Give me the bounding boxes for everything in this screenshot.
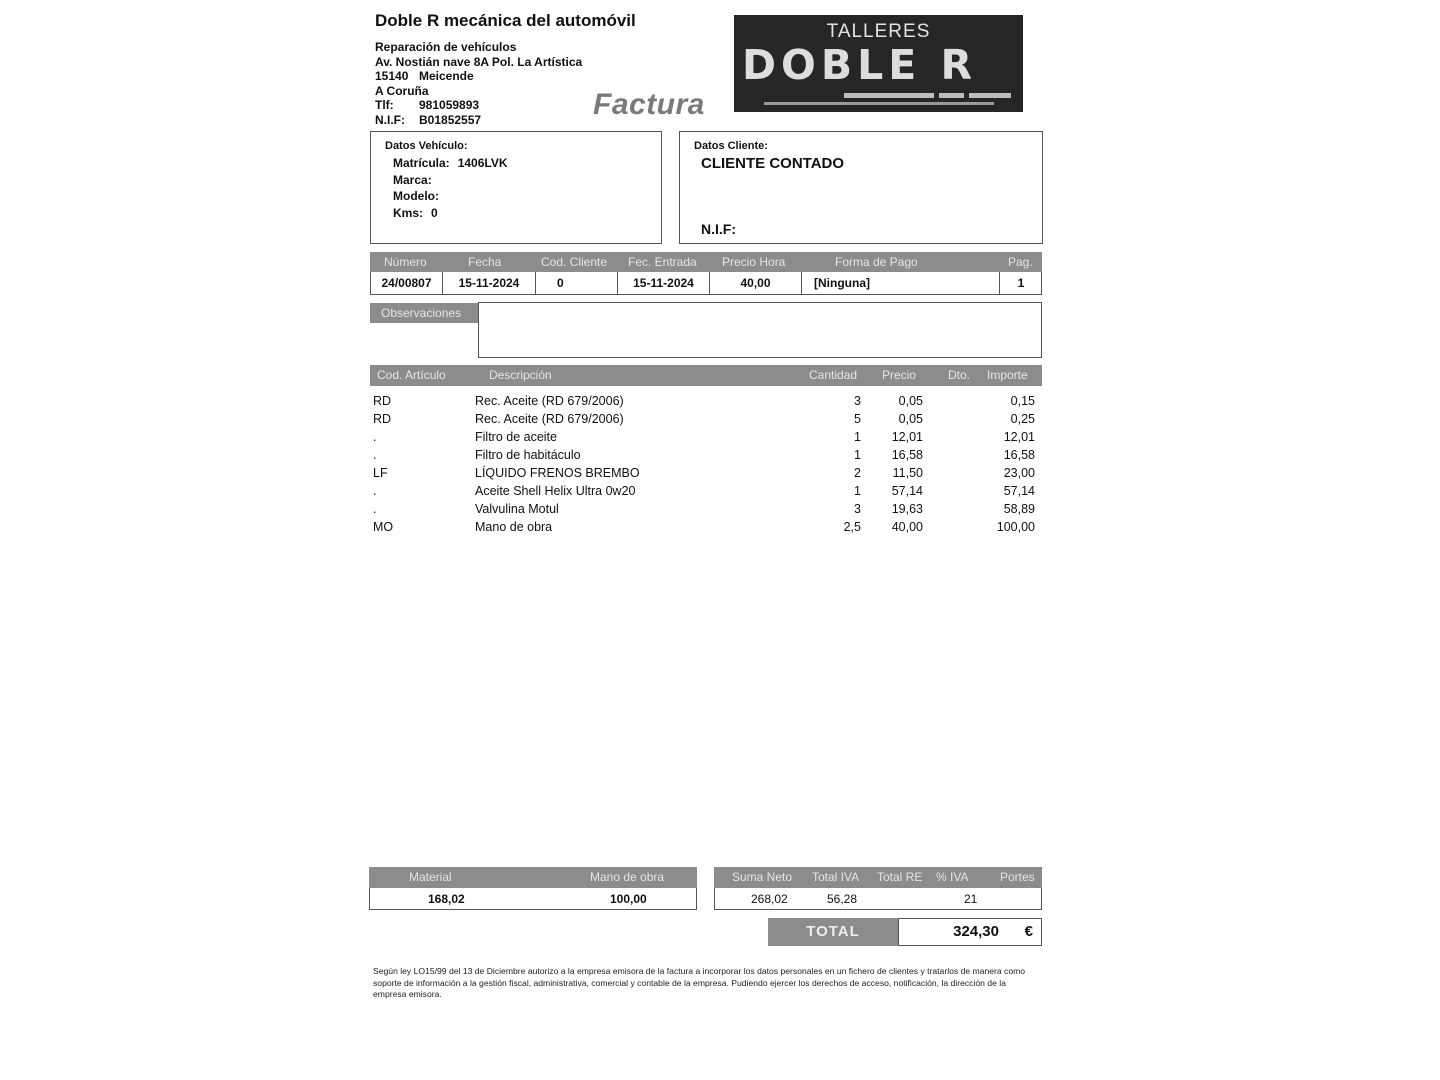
logo-stripe — [969, 93, 1011, 98]
observations-box — [478, 302, 1042, 358]
total-vat: 56,28 — [827, 892, 858, 906]
item-price: 40,00 — [891, 520, 923, 534]
vehicle-kms-row — [393, 206, 438, 220]
totals-right-values — [714, 888, 1042, 910]
item-amount: 12,01 — [1003, 430, 1035, 444]
invoice-date: 15-11-2024 — [443, 272, 536, 294]
company-nif-line — [375, 113, 582, 128]
item-description: Rec. Aceite (RD 679/2006) — [475, 412, 624, 426]
material-total: 168,02 — [428, 892, 465, 906]
header-page: Pag. — [1008, 255, 1033, 269]
items-header-amount: Importe — [987, 368, 1028, 382]
item-description: Filtro de habitáculo — [475, 448, 581, 462]
client-nif-label: N.I.F: — [701, 221, 736, 237]
logo-stripe — [844, 93, 934, 98]
items-list — [370, 392, 1042, 536]
item-code: . — [373, 502, 377, 516]
item-amount: 0,15 — [1010, 394, 1035, 408]
model-label: Modelo: — [393, 189, 439, 203]
company-postal-line — [375, 69, 582, 84]
item-code: MO — [373, 520, 394, 534]
item-quantity: 5 — [854, 412, 861, 426]
header-date: Fecha — [468, 255, 502, 269]
client-code: 0 — [536, 272, 618, 294]
item-code: RD — [373, 412, 392, 426]
logo-line2: DOBLE R — [742, 41, 978, 89]
client-name: CLIENTE CONTADO — [701, 155, 845, 172]
item-description: Valvulina Motul — [475, 502, 559, 516]
item-description: Mano de obra — [475, 520, 553, 534]
item-amount: 100,00 — [996, 520, 1035, 534]
item-code: RD — [373, 394, 392, 408]
items-header-discount: Dto. — [948, 368, 971, 382]
header-total-vat: Total IVA — [812, 870, 860, 884]
client-data-box — [679, 131, 1043, 244]
item-price: 19,63 — [891, 502, 923, 516]
item-description: Rec. Aceite (RD 679/2006) — [475, 394, 624, 408]
logo-line1: TALLERES — [826, 21, 931, 42]
totals-right-header — [714, 867, 1042, 888]
grand-total-box — [898, 918, 1042, 946]
vehicle-header: Datos Vehículo: — [385, 140, 468, 152]
header-number: Número — [384, 255, 427, 269]
legal-notice: Según ley LO15/99 del 13 de Diciembre autorizo a la empresa emisora de la factura a incorporar los datos personales en un fichero de clientes y tratarlos de manera como soporte de información a la gestión fiscal, administrativa, comercial y contable de la empresa. Pudiendo ejercer los derechos de acceso, notificación, la dirección de la empresa emisora. — [373, 966, 1026, 999]
vat-percent: 21 — [964, 892, 978, 906]
header-hour-price: Precio Hora — [722, 255, 786, 269]
observations-label — [370, 303, 478, 323]
company-name: Doble R mecánica del automóvil — [375, 11, 636, 30]
item-price: 0,05 — [898, 412, 923, 426]
items-header-description: Descripción — [489, 368, 552, 382]
company-phone-label: Tlf: — [375, 98, 394, 112]
item-amount: 23,00 — [1003, 466, 1035, 480]
item-quantity: 2 — [854, 466, 861, 480]
kms-value: 0 — [431, 206, 438, 220]
header-total-re: Total RE — [877, 870, 923, 884]
company-nif-label: N.I.F: — [375, 112, 405, 127]
company-postal-code: 15140 — [375, 69, 409, 83]
client-header: Datos Cliente: — [694, 140, 768, 152]
item-description: Aceite Shell Helix Ultra 0w20 — [475, 484, 636, 498]
plate-value: 1406LVK — [457, 156, 508, 170]
item-quantity: 1 — [854, 484, 861, 498]
header-shipping: Portes — [1000, 870, 1035, 884]
items-header-price: Precio — [882, 368, 917, 382]
item-quantity: 1 — [854, 448, 861, 462]
vehicle-data-box — [370, 131, 662, 244]
company-nif: B01852557 — [419, 112, 482, 127]
brand-label: Marca: — [393, 173, 432, 187]
item-quantity: 1 — [854, 430, 861, 444]
item-code: . — [373, 430, 377, 444]
items-header-code: Cod. Artículo — [377, 368, 446, 382]
invoice-number: 24/00807 — [371, 272, 443, 294]
header-payment-method: Forma de Pago — [835, 255, 918, 269]
logo-stripe — [939, 93, 964, 98]
items-header — [370, 365, 1042, 386]
vehicle-model-row — [393, 189, 447, 203]
kms-label: Kms: — [393, 206, 424, 220]
observations-label-text: Observaciones — [381, 306, 462, 320]
header-material: Material — [409, 870, 452, 884]
hour-price: 40,00 — [710, 272, 802, 294]
item-price: 12,01 — [891, 430, 923, 444]
item-row — [370, 392, 1042, 410]
item-description: LÍQUIDO FRENOS BREMBO — [475, 466, 640, 480]
grand-total-label: TOTAL — [768, 918, 898, 946]
item-quantity: 3 — [854, 394, 861, 408]
item-row — [370, 410, 1042, 428]
page-number: 1 — [1017, 276, 1025, 290]
item-row — [370, 464, 1042, 482]
company-details — [375, 40, 582, 127]
company-address: Av. Nostián nave 8A Pol. La Artística — [375, 54, 583, 69]
logo-stripe — [764, 102, 994, 105]
totals-left-header — [369, 867, 697, 888]
item-price: 0,05 — [898, 394, 923, 408]
item-amount: 16,58 — [1003, 448, 1035, 462]
company-town: Meicende — [419, 69, 474, 83]
item-row — [370, 428, 1042, 446]
item-quantity: 3 — [854, 502, 861, 516]
items-header-quantity: Cantidad — [809, 368, 858, 382]
totals-left-values — [369, 888, 697, 910]
net-sum: 268,02 — [751, 892, 788, 906]
vehicle-brand-row — [393, 173, 440, 187]
item-row — [370, 446, 1042, 464]
invoice-info-header — [370, 252, 1042, 272]
item-row — [370, 482, 1042, 500]
item-amount: 58,89 — [1003, 502, 1035, 516]
header-entry-date: Fec. Entrada — [628, 255, 697, 269]
grand-total-amount: 324,30 — [953, 923, 999, 940]
item-price: 11,50 — [892, 466, 923, 480]
item-quantity: 2,5 — [843, 520, 861, 534]
company-activity: Reparación de vehículos — [375, 40, 517, 54]
currency-symbol: € — [1024, 923, 1033, 940]
item-price: 57,14 — [891, 484, 923, 498]
labor-total: 100,00 — [610, 892, 647, 906]
header-client-code: Cod. Cliente — [541, 255, 608, 269]
item-code: LF — [373, 466, 388, 480]
item-row — [370, 518, 1042, 536]
company-logo — [734, 15, 1023, 112]
plate-label: Matrícula: — [393, 156, 450, 170]
item-code: . — [373, 448, 377, 462]
company-phone: 981059893 — [419, 98, 480, 112]
company-city: A Coruña — [375, 83, 429, 98]
payment-method: [Ninguna] — [802, 272, 1000, 294]
company-phone-line — [375, 98, 582, 113]
document-title: Factura — [593, 88, 705, 121]
item-code: . — [373, 484, 377, 498]
vehicle-plate-row — [393, 156, 508, 170]
invoice-info-values — [370, 272, 1042, 295]
header-net-sum: Suma Neto — [732, 870, 793, 884]
header-vat-percent: % IVA — [936, 870, 969, 884]
item-description: Filtro de aceite — [475, 430, 557, 444]
item-price: 16,58 — [891, 448, 923, 462]
item-amount: 0,25 — [1010, 412, 1035, 426]
header-labor: Mano de obra — [590, 870, 665, 884]
item-amount: 57,14 — [1003, 484, 1035, 498]
entry-date: 15-11-2024 — [618, 272, 710, 294]
item-row — [370, 500, 1042, 518]
